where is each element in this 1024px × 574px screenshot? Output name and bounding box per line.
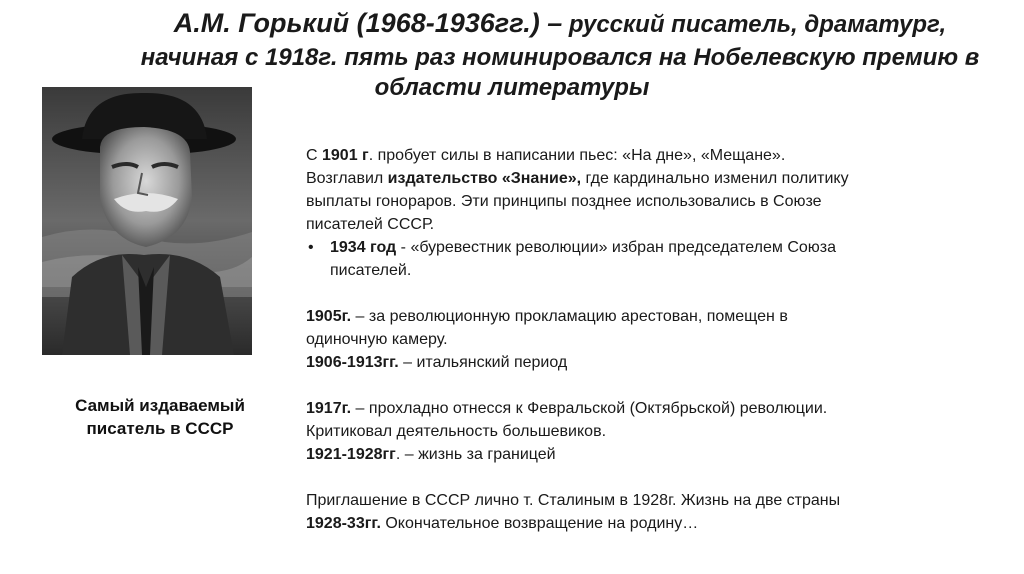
title-line-1 (0, 8, 1024, 43)
spacer (306, 374, 986, 397)
text-segment: где кардинально изменил политику (581, 170, 849, 187)
title-name: А.М. Горький (1968-1936гг.) – (173, 8, 563, 38)
paragraph-invitation: Приглашение в СССР лично т. Сталиным в 1928г. Жизнь на две страны (306, 492, 841, 509)
paragraph-1917 (306, 397, 986, 443)
text-segment: одиночную камеру. (306, 331, 448, 348)
caption-line-1: Самый издаваемый (75, 396, 245, 415)
text-segment: - «буревестник революции» избран председателем Союза (396, 239, 837, 256)
year-1901: 1901 г (322, 147, 369, 164)
text-segment: С (306, 147, 322, 164)
portrait-photo (42, 87, 252, 355)
years-1928-33: 1928-33гг. (306, 515, 381, 532)
text-segment: Критиковал деятельность большевиков. (306, 423, 607, 440)
text-segment: – итальянский период (398, 354, 568, 371)
text-line: выплаты гонораров. Эти принципы позднее использовались в Союзе (306, 193, 822, 210)
text-segment: – прохладно отнесся к Февральской (Октябрьской) революции. (351, 400, 828, 417)
publisher-znanie: издательство «Знание», (387, 170, 582, 187)
paragraph-1906 (306, 351, 986, 374)
years-1906-1913: 1906-1913гг. (306, 354, 399, 371)
portrait-caption (40, 394, 280, 440)
spacer (306, 466, 986, 489)
title-line-2: начиная с 1918г. пять раз номинировался на Нобелевскую премию в (140, 44, 980, 71)
paragraph-1905 (306, 305, 986, 351)
caption-line-2: писатель в СССР (86, 419, 234, 438)
paragraph-1921 (306, 443, 986, 466)
spacer (306, 282, 986, 305)
text-segment: Возглавил (306, 170, 388, 187)
bullet-icon: • (308, 239, 314, 256)
text-segment: Окончательное возвращение на родину… (380, 515, 699, 532)
text-segment: . пробует силы в написании пьес: «На дне», «Мещане». (368, 147, 786, 164)
paragraph-1928 (306, 512, 986, 535)
title-line-3: области литературы (374, 74, 650, 101)
paragraph-znanie (306, 167, 986, 190)
year-1917: 1917г. (306, 400, 352, 417)
year-1905: 1905г. (306, 308, 352, 325)
title-subtitle: русский писатель, драматург, (562, 11, 947, 38)
text-segment: . – жизнь за границей (395, 446, 556, 463)
year-1934: 1934 год (330, 239, 397, 256)
years-1921-1928: 1921-1928гг (306, 446, 396, 463)
bullet-1934 (306, 236, 986, 282)
text-line: писателей СССР. (306, 216, 435, 233)
biography-text (306, 144, 986, 535)
text-segment: – за революционную прокламацию арестован, помещен в (351, 308, 788, 325)
paragraph-1901 (306, 144, 986, 167)
text-segment: писателей. (330, 262, 412, 279)
